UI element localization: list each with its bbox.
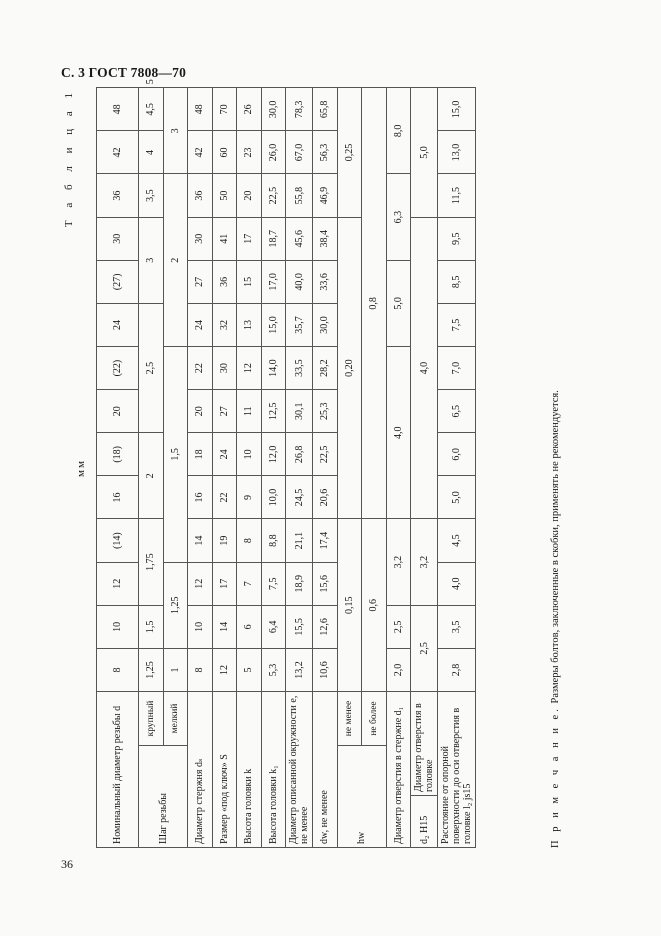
cell-dw: 15,6 [312, 562, 337, 605]
cell-s: 14 [212, 605, 237, 648]
cell-hw-max: 0,6 [361, 519, 386, 692]
cell-k: 17 [236, 217, 261, 260]
cell-s: 19 [212, 519, 237, 562]
cell-dw: 28,2 [312, 347, 337, 390]
cell-e: 33,5 [285, 347, 312, 390]
row-pitch-coarse: Шаг резьбы крупный 1,25 1,5 1,75 2 2,5 3 3,5 4 4,5 5 [138, 88, 163, 848]
cell-e: 24,5 [285, 476, 312, 519]
page-header: С. 3 ГОСТ 7808—70 [61, 65, 187, 80]
cell-l2: 6,5 [437, 390, 475, 433]
row-pitch-fine [163, 88, 188, 848]
cell-s: 27 [212, 390, 237, 433]
cell-d2: 3,2 [410, 519, 437, 605]
note-text: Размеры болтов, заключенные в скобки, применять не рекомендуется. [549, 390, 561, 704]
cell-d: (14) [96, 519, 138, 562]
cell-pitch-coarse: 4 [138, 131, 163, 174]
cell-d1: 6,3 [386, 174, 411, 260]
row-dw [312, 88, 337, 848]
cell-l2: 11,5 [437, 174, 475, 217]
cell-l2: 2,8 [437, 648, 475, 691]
rotated-table-area [61, 79, 601, 848]
cell-d: 30 [96, 217, 138, 260]
cell-s: 36 [212, 260, 237, 303]
label-pitch-coarse: крупный [138, 692, 163, 746]
cell-k1: 12,5 [261, 390, 286, 433]
cell-l2: 9,5 [437, 217, 475, 260]
cell-dw: 20,6 [312, 476, 337, 519]
cell-pitch-fine: 1 [163, 648, 188, 691]
label-d: Номинальный диаметр резьбы d [96, 692, 138, 848]
label-k: Высота головки k [236, 692, 261, 848]
cell-d: (22) [96, 347, 138, 390]
cell-pitch-coarse: 1,75 [138, 519, 163, 605]
cell-k: 6 [236, 605, 261, 648]
cell-k1: 18,7 [261, 217, 286, 260]
cell-pitch-coarse: 1,5 [138, 605, 163, 648]
cell-l2: 13,0 [437, 131, 475, 174]
cell-l2: 15,0 [437, 88, 475, 131]
cell-k1: 8,8 [261, 519, 286, 562]
cell-k1: 12,0 [261, 433, 286, 476]
cell-l2: 3,5 [437, 605, 475, 648]
cell-pitch-fine: 3 [163, 88, 188, 174]
row-k [236, 88, 261, 848]
cell-k: 8 [236, 519, 261, 562]
cell-s: 24 [212, 433, 237, 476]
cell-k1: 22,5 [261, 174, 286, 217]
label-d2: d₂ H15 [410, 796, 437, 848]
row-d [96, 88, 138, 848]
bolt-dimensions-table [96, 79, 476, 848]
cell-pitch-fine: 1,25 [163, 562, 188, 648]
cell-k: 11 [236, 390, 261, 433]
cell-l2: 8,5 [437, 260, 475, 303]
cell-l2: 6,0 [437, 433, 475, 476]
cell-ds: 42 [187, 131, 212, 174]
cell-l2: 4,5 [437, 519, 475, 562]
cell-dw: 10,6 [312, 648, 337, 691]
cell-ds: 18 [187, 433, 212, 476]
cell-d1: 2,5 [386, 605, 411, 648]
label-d2-sub: Диаметр отверстия в головке [410, 692, 437, 796]
cell-pitch-coarse: 4,5 [138, 88, 163, 131]
cell-dw: 17,4 [312, 519, 337, 562]
cell-d2: 2,5 [410, 605, 437, 691]
cell-k: 7 [236, 562, 261, 605]
cell-ds: 14 [187, 519, 212, 562]
cell-e: 21,1 [285, 519, 312, 562]
cell-k1: 7,5 [261, 562, 286, 605]
row-l2 [437, 88, 475, 848]
cell-s: 30 [212, 347, 237, 390]
label-s: Размер «под ключ» S [212, 692, 237, 848]
cell-l2: 7,5 [437, 303, 475, 346]
cell-s: 22 [212, 476, 237, 519]
cell-dw: 30,0 [312, 303, 337, 346]
cell-d: 16 [96, 476, 138, 519]
cell-k1: 5,3 [261, 648, 286, 691]
cell-l2: 4,0 [437, 562, 475, 605]
cell-k: 9 [236, 476, 261, 519]
cell-e: 78,3 [285, 88, 312, 131]
row-k1 [261, 88, 286, 848]
label-l2: Расстояние от опорной поверхности до оси отверстия в головке l₂ js15 [437, 692, 475, 848]
cell-ds: 20 [187, 390, 212, 433]
cell-d2: 5,0 [410, 88, 437, 217]
cell-dw: 33,6 [312, 260, 337, 303]
cell-k1: 15,0 [261, 303, 286, 346]
cell-k1: 26,0 [261, 131, 286, 174]
label-k1: Высота головки k₁ [261, 692, 286, 848]
cell-e: 26,8 [285, 433, 312, 476]
cell-hw-min: 0,25 [337, 88, 362, 217]
page-number: 36 [61, 857, 73, 871]
cell-dw: 25,3 [312, 390, 337, 433]
cell-d1: 5,0 [386, 260, 411, 346]
cell-l2: 7,0 [437, 347, 475, 390]
label-pitch: Шаг резьбы [138, 746, 187, 848]
cell-d: 48 [96, 88, 138, 131]
cell-dw: 46,9 [312, 174, 337, 217]
cell-d1: 2,0 [386, 648, 411, 691]
cell-e: 67,0 [285, 131, 312, 174]
cell-d: 36 [96, 174, 138, 217]
cell-k: 26 [236, 88, 261, 131]
cell-ds: 12 [187, 562, 212, 605]
cell-s: 60 [212, 131, 237, 174]
cell-k1: 17,0 [261, 260, 286, 303]
label-dw: dw, не менее [312, 692, 337, 848]
table-note [549, 88, 563, 848]
row-d2 [410, 88, 437, 848]
label-d1: Диаметр отверстия в стержне d₁ [386, 692, 411, 848]
cell-d: 8 [96, 648, 138, 691]
cell-pitch-coarse: 1,25 [138, 648, 163, 691]
cell-s: 70 [212, 88, 237, 131]
cell-pitch-coarse: 2,5 [138, 303, 163, 432]
label-hw: hw [337, 746, 386, 848]
cell-e: 40,0 [285, 260, 312, 303]
cell-d: 20 [96, 390, 138, 433]
cell-d1: 3,2 [386, 519, 411, 605]
cell-dw: 56,3 [312, 131, 337, 174]
table-label: Т а б л и ц а 1 [62, 88, 75, 228]
cell-e: 45,6 [285, 217, 312, 260]
cell-hw-max: 0,8 [361, 88, 386, 519]
row-d1 [386, 88, 411, 848]
cell-s: 50 [212, 174, 237, 217]
cell-k1: 6,4 [261, 605, 286, 648]
cell-k1: 10,0 [261, 476, 286, 519]
cell-ds: 36 [187, 174, 212, 217]
cell-d: 12 [96, 562, 138, 605]
cell-k: 23 [236, 131, 261, 174]
cell-d: (18) [96, 433, 138, 476]
cell-hw-min: 0,20 [337, 217, 362, 519]
cell-k: 20 [236, 174, 261, 217]
cell-ds: 10 [187, 605, 212, 648]
cell-hw-min: 0,15 [337, 519, 362, 692]
cell-pitch-fine: 1,5 [163, 347, 188, 563]
cell-ds: 30 [187, 217, 212, 260]
cell-e: 55,8 [285, 174, 312, 217]
label-e: Диаметр описанной окружности e, не менее [285, 692, 312, 848]
cell-k: 13 [236, 303, 261, 346]
cell-d: 42 [96, 131, 138, 174]
cell-pitch-coarse: 2 [138, 433, 163, 519]
cell-ds: 27 [187, 260, 212, 303]
units-label: мм [74, 459, 87, 477]
cell-pitch-coarse: 3 [138, 217, 163, 303]
cell-ds: 24 [187, 303, 212, 346]
label-hw-min: не менее [337, 692, 362, 746]
cell-dw: 22,5 [312, 433, 337, 476]
cell-dw: 65,8 [312, 88, 337, 131]
cell-dw: 12,6 [312, 605, 337, 648]
row-hw-max [361, 88, 386, 848]
cell-d: (27) [96, 260, 138, 303]
cell-d: 10 [96, 605, 138, 648]
label-pitch-fine: мелкий [163, 692, 188, 746]
cell-d: 24 [96, 303, 138, 346]
cell-ds: 8 [187, 648, 212, 691]
cell-k: 10 [236, 433, 261, 476]
cell-e: 18,9 [285, 562, 312, 605]
cell-ds: 22 [187, 347, 212, 390]
cell-ds: 16 [187, 476, 212, 519]
cell-pitch-coarse: 3,5 [138, 174, 163, 217]
cell-k1: 30,0 [261, 88, 286, 131]
cell-d1: 4,0 [386, 347, 411, 520]
cell-e: 35,7 [285, 303, 312, 346]
cell-k: 15 [236, 260, 261, 303]
row-hw-min [337, 88, 362, 848]
row-ds [187, 88, 212, 848]
label-hw-max: не более [361, 692, 386, 746]
cell-k1: 14,0 [261, 347, 286, 390]
cell-e: 15,5 [285, 605, 312, 648]
cell-pitch-fine: 2 [163, 174, 188, 347]
cell-e: 30,1 [285, 390, 312, 433]
cell-dw: 38,4 [312, 217, 337, 260]
cell-s: 12 [212, 648, 237, 691]
cell-s: 17 [212, 562, 237, 605]
row-e [285, 88, 312, 848]
cell-k: 5 [236, 648, 261, 691]
cell-d2: 4,0 [410, 217, 437, 519]
cell-l2: 5,0 [437, 476, 475, 519]
cell-e: 13,2 [285, 648, 312, 691]
label-ds: Диаметр стержня dₛ [187, 692, 212, 848]
cell-ds: 48 [187, 88, 212, 131]
cell-d1: 8,0 [386, 88, 411, 174]
cell-k: 12 [236, 347, 261, 390]
cell-s: 41 [212, 217, 237, 260]
note-label: П р и м е ч а н и е. [549, 706, 561, 848]
row-s [212, 88, 237, 848]
cell-s: 32 [212, 303, 237, 346]
